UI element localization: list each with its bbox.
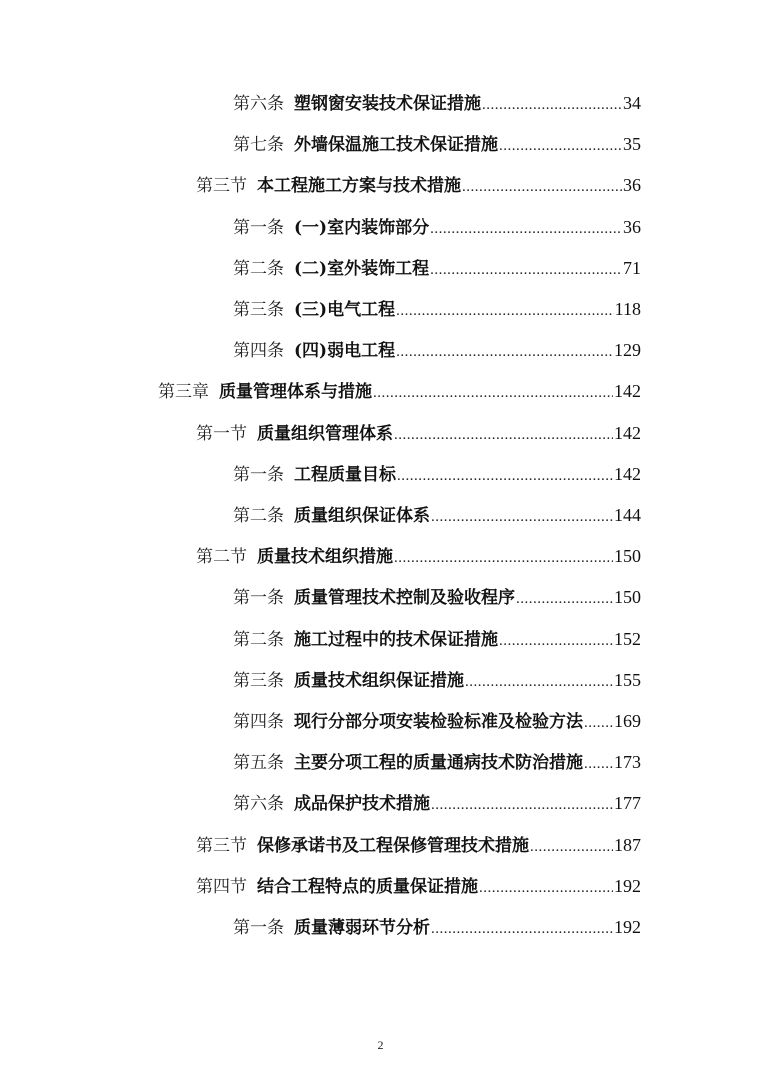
toc-entry-page: 150 [614,587,641,608]
dot-leader [430,255,622,285]
toc-entry-page: 35 [623,134,641,155]
toc-entry-page: 144 [614,505,641,525]
dot-leader [394,420,613,450]
toc-entry-title: 成品保护技术措施 [294,794,430,815]
toc-entry-title: (三)电气工程 [294,300,396,320]
toc-entry-section[interactable] [196,541,641,571]
toc-entry-title: 质量管理技术控制及验收程序 [294,588,515,609]
toc-entry-number: 第三条 [233,670,284,691]
toc-entry-page: 192 [614,917,641,937]
toc-entry-title: 施工过程中的技术保证措施 [294,629,498,650]
toc-entry-title: 质量薄弱环节分析 [294,918,430,938]
toc-entry-number: 第三条 [233,300,284,320]
dot-leader [584,708,613,738]
toc-entry-article[interactable] [233,624,641,654]
page-number: 2 [377,1038,384,1052]
toc-entry-number: 第一条 [233,588,284,609]
dot-leader [396,296,614,326]
toc-entry-article[interactable] [233,253,641,283]
toc-entry-number: 第一条 [233,918,284,938]
toc-entry-title: 主要分项工程的质量通病技术防治措施 [294,753,583,774]
toc-entry-article[interactable] [233,912,641,942]
toc-entry-title: 质量技术组织措施 [257,547,393,568]
toc-entry-title: 本工程施工方案与技术措施 [257,176,461,197]
toc-entry-article[interactable] [233,706,641,736]
toc-entry-page: 169 [614,711,641,731]
toc-entry-number: 第二条 [233,506,284,526]
dot-leader [397,461,613,491]
dot-leader [394,543,613,573]
toc-entry-number: 第一节 [196,423,247,444]
dot-leader [530,832,613,862]
toc-entry-section[interactable] [196,418,641,448]
dot-leader [430,214,622,244]
toc-entry-page: 173 [614,752,641,773]
dot-leader [431,790,613,820]
toc-entry-number: 第四条 [233,712,284,732]
toc-entry-page: 155 [614,669,641,690]
toc-entry-page: 142 [614,381,641,402]
toc-entry-chapter[interactable] [158,376,641,406]
toc-entry-page: 36 [623,216,641,237]
toc-entry-article[interactable] [233,459,641,489]
toc-entry-number: 第三节 [196,176,247,197]
dot-leader [396,337,613,367]
toc-entry-page: 142 [614,463,641,484]
dot-leader [584,749,613,779]
toc-entry-title: 质量管理体系与措施 [219,382,372,403]
toc-entry-page: 129 [614,340,641,361]
dot-leader [431,502,613,532]
toc-entry-title: 保修承诺书及工程保修管理技术措施 [257,835,529,856]
toc-entry-number: 第一条 [233,464,284,485]
toc-entry-section[interactable] [196,871,641,901]
toc-entry-page: 71 [623,257,641,278]
toc-entry-article[interactable] [233,212,641,242]
toc-entry-number: 第五条 [233,753,284,774]
toc-entry-section[interactable] [196,170,641,200]
toc-entry-title: 质量组织保证体系 [294,506,430,526]
toc-entry-number: 第四节 [196,876,247,897]
toc-entry-number: 第三章 [158,382,209,403]
toc-entry-number: 第二条 [233,629,284,650]
toc-entry-title: (二)室外装饰工程 [294,258,430,279]
toc-entry-page: 177 [614,793,641,814]
toc-entry-article[interactable] [233,129,641,159]
toc-entry-number: 第三节 [196,835,247,856]
toc-entry-title: 外墙保温施工技术保证措施 [294,135,498,156]
dot-leader [516,584,613,614]
toc-entry-page: 187 [614,834,641,855]
toc-entry-title: 质量组织管理体系 [257,423,393,444]
toc-entry-number: 第七条 [233,135,284,156]
toc-entry-section[interactable] [196,830,641,860]
toc-entry-article[interactable] [233,665,641,695]
toc-entry-title: (一)室内装饰部分 [294,217,430,238]
toc-entry-article[interactable] [233,788,641,818]
toc-entry-article[interactable] [233,294,641,324]
toc-entry-title: 结合工程特点的质量保证措施 [257,876,478,897]
toc-entry-page: 152 [614,628,641,649]
dot-leader [431,914,613,944]
toc-entry-title: 塑钢窗安装技术保证措施 [294,94,481,114]
dot-leader [465,667,613,697]
toc-entry-page: 34 [623,93,641,113]
dot-leader [499,626,613,656]
toc-entry-page: 142 [614,422,641,443]
toc-entry-number: 第二条 [233,258,284,279]
dot-leader [482,90,622,120]
toc-entry-page: 118 [614,299,641,319]
toc-entry-article[interactable] [233,88,641,118]
toc-entry-article[interactable] [233,335,641,365]
toc-entry-title: 质量技术组织保证措施 [294,670,464,691]
toc-entry-article[interactable] [233,582,641,612]
toc-entry-number: 第一条 [233,217,284,238]
toc-entry-number: 第六条 [233,94,284,114]
dot-leader [462,172,622,202]
toc-entry-page: 150 [614,546,641,567]
toc-entry-article[interactable] [233,747,641,777]
toc-entry-title: 工程质量目标 [294,464,396,485]
toc-entry-number: 第六条 [233,794,284,815]
toc-entry-title: 现行分部分项安装检验标准及检验方法 [294,712,583,732]
dot-leader [479,873,613,903]
toc-entry-page: 192 [614,875,641,896]
toc-entry-title: (四)弱电工程 [294,341,396,362]
toc-entry-page: 36 [623,175,641,196]
toc-entry-number: 第四条 [233,341,284,362]
toc-entry-article[interactable] [233,500,641,530]
dot-leader [373,378,613,408]
dot-leader [499,131,622,161]
toc-entry-number: 第二节 [196,547,247,568]
